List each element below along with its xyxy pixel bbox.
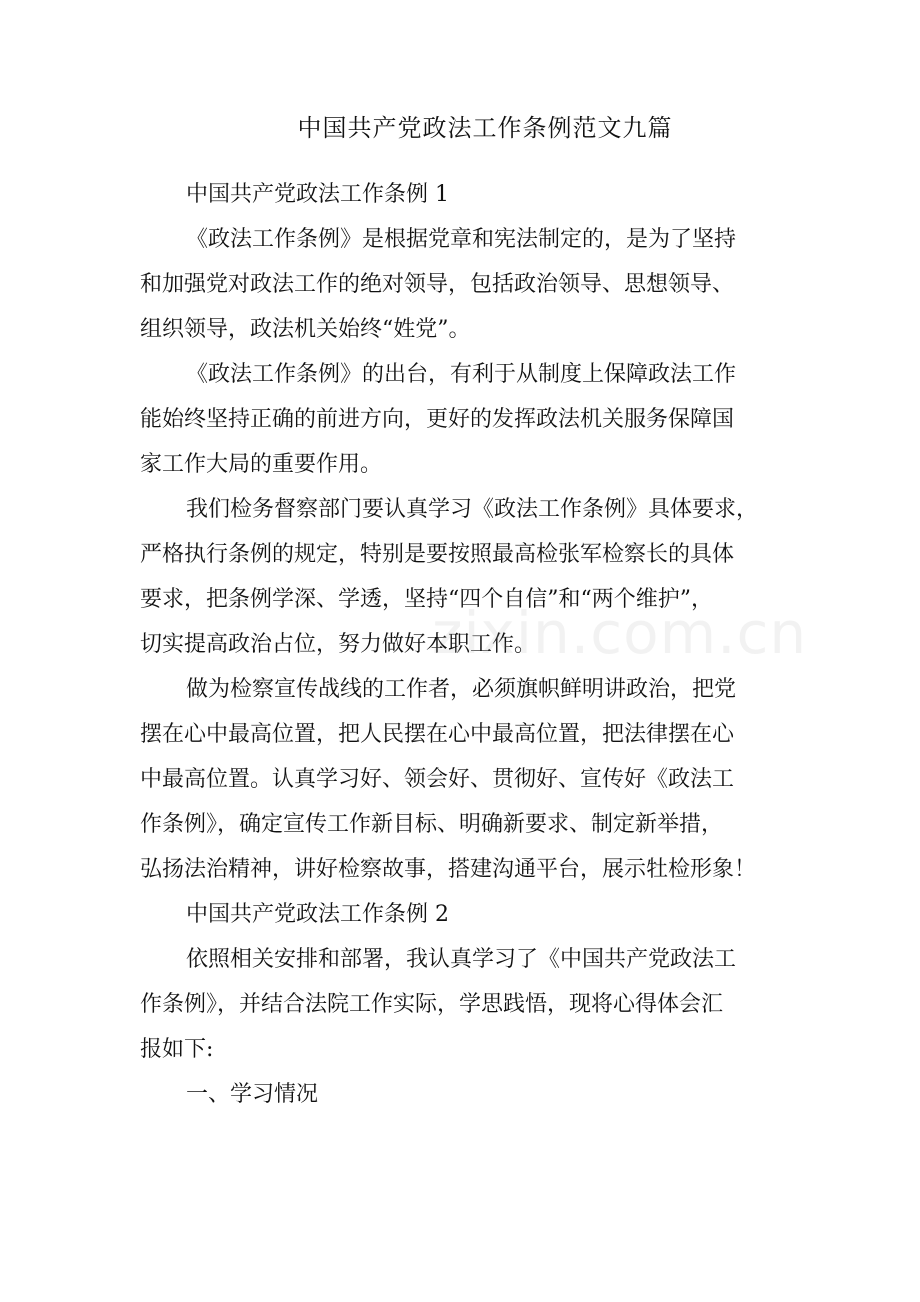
paragraph-line: 《政法工作条例》是根据党章和宪法制定的，是为了坚持 — [186, 227, 737, 252]
section-heading-1: 中国共产党政法工作条例 1 — [186, 182, 449, 207]
paragraph-line: 切实提高政治占位，努力做好本职工作。 — [140, 632, 537, 657]
paragraph-line: 要求，把条例学深、学透，坚持“四个自信”和“两个维护”， — [140, 587, 713, 612]
paragraph-line: 中最高位置。认真学习好、领会好、贯彻好、宣传好《政法工 — [140, 767, 735, 792]
paragraph-line: 严格执行条例的规定，特别是要按照最高检张军检察长的具体 — [140, 542, 735, 567]
document-title: 中国共产党政法工作条例范文九篇 — [297, 114, 673, 142]
paragraph-line: 作条例》，确定宣传工作新目标、明确新要求、制定新举措， — [140, 812, 724, 837]
site-watermark: zixin.com.cn — [432, 599, 808, 667]
paragraph-line: 依照相关安排和部署，我认真学习了《中国共产党政法工 — [186, 947, 737, 972]
paragraph-line: 《政法工作条例》的出台，有利于从制度上保障政法工作 — [186, 362, 737, 387]
subsection-heading: 一、学习情况 — [186, 1082, 319, 1107]
paragraph-line: 组织领导，政法机关始终“姓党”。 — [140, 317, 471, 342]
paragraph-line: 摆在心中最高位置，把人民摆在心中最高位置，把法律摆在心 — [140, 722, 735, 747]
paragraph-line: 报如下: — [140, 1037, 214, 1062]
paragraph-line: 家工作大局的重要作用。 — [140, 452, 383, 477]
paragraph-line: 作条例》，并结合法院工作实际，学思践悟，现将心得体会汇 — [140, 992, 724, 1017]
paragraph-line: 弘扬法治精神，讲好检察故事，搭建沟通平台，展示牡检形象！ — [140, 857, 757, 882]
paragraph-line: 和加强党对政法工作的绝对领导，包括政治领导、思想领导、 — [140, 272, 735, 297]
section-heading-2: 中国共产党政法工作条例 2 — [186, 902, 449, 927]
paragraph-line: 我们检务督察部门要认真学习《政法工作条例》具体要求， — [186, 497, 759, 522]
paragraph-line: 能始终坚持正确的前进方向，更好的发挥政法机关服务保障国 — [140, 407, 735, 432]
paragraph-line: 做为检察宣传战线的工作者，必须旗帜鲜明讲政治，把党 — [186, 677, 737, 702]
